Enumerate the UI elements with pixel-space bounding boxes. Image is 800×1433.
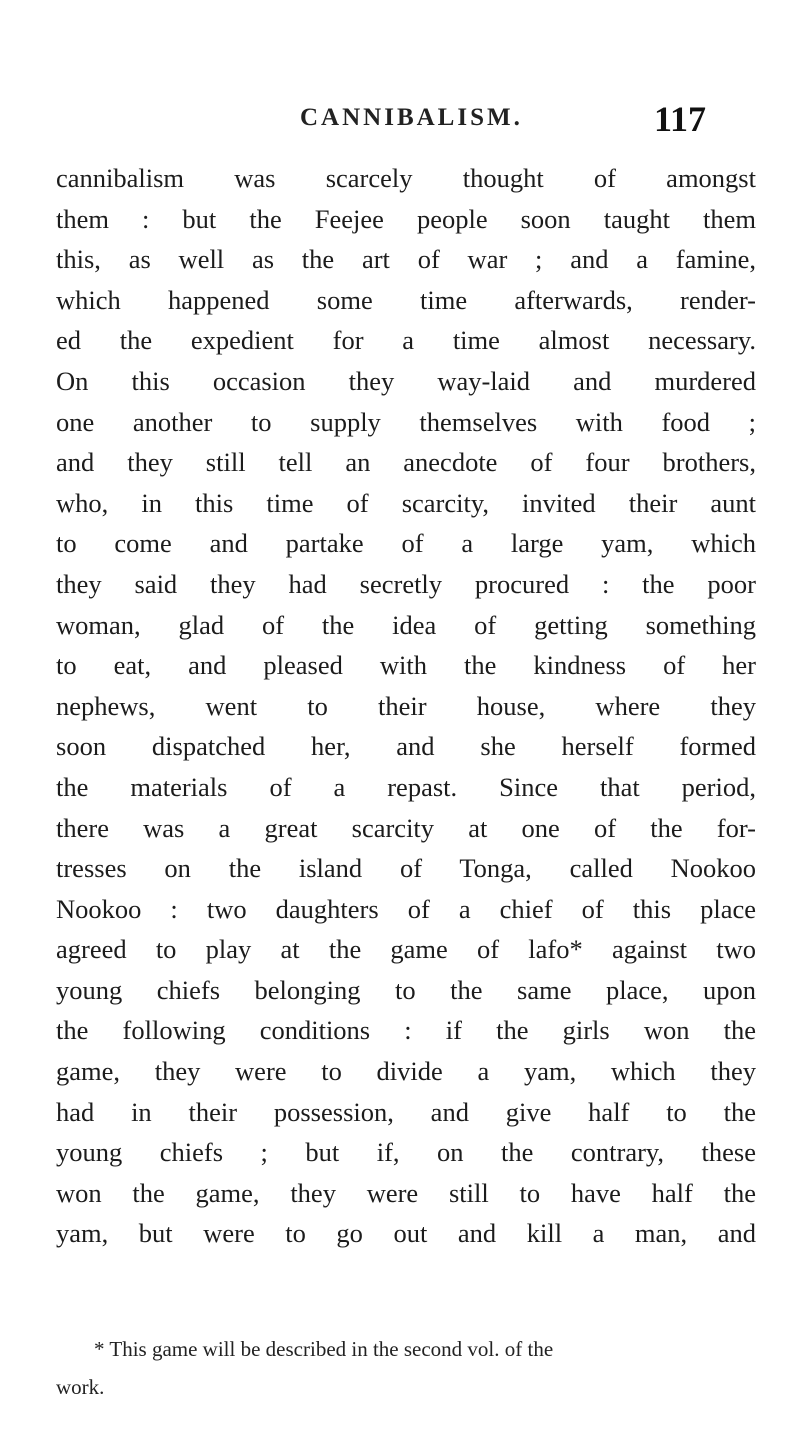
text-line: nephews, went to their house, where they xyxy=(56,690,756,721)
page-number: 117 xyxy=(654,99,707,139)
text-line: agreed to play at the game of lafo* against two xyxy=(56,934,756,965)
text-line: Nookoo : two daughters of a chief of this place xyxy=(56,893,756,924)
text-line: had in their possession, and give half to the xyxy=(56,1096,756,1127)
text-line: and they still tell an anecdote of four brothers, xyxy=(56,447,756,478)
text-line: this, as well as the art of war ; and a famine, xyxy=(56,244,756,275)
text-line: woman, glad of the idea of getting something xyxy=(56,609,756,640)
text-line: won the game, they were still to have half the xyxy=(56,1177,756,1208)
text-line: cannibalism was scarcely thought of amongst xyxy=(56,163,756,193)
text-line: they said they had secretly procured : the poor xyxy=(56,568,756,599)
text-line: there was a great scarcity at one of the for- xyxy=(56,812,756,843)
footnote-line: work. xyxy=(56,1375,105,1399)
text-line: one another to supply themselves with food ; xyxy=(56,406,756,437)
text-line: to eat, and pleased with the kindness of her xyxy=(56,650,756,681)
text-line: young chiefs belonging to the same place, upon xyxy=(56,974,756,1005)
text-line: On this occasion they way-laid and murdered xyxy=(56,365,756,396)
text-line: the materials of a repast. Since that period, xyxy=(56,771,756,802)
footnote xyxy=(56,1330,756,1406)
text-line: soon dispatched her, and she herself formed xyxy=(56,731,756,762)
text-line: yam, but were to go out and kill a man, and xyxy=(56,1218,756,1249)
text-line: to come and partake of a large yam, which xyxy=(56,528,756,559)
text-line: them : but the Feejee people soon taught them xyxy=(56,203,756,234)
text-line: game, they were to divide a yam, which they xyxy=(56,1056,756,1087)
text-line: the following conditions : if the girls won the xyxy=(56,1015,756,1046)
text-line: which happened some time afterwards, render- xyxy=(56,284,756,315)
text-line: young chiefs ; but if, on the contrary, these xyxy=(56,1137,756,1168)
text-line: tresses on the island of Tonga, called Nookoo xyxy=(56,853,756,884)
text-line: who, in this time of scarcity, invited their aunt xyxy=(56,487,756,518)
running-head xyxy=(0,99,800,144)
footnote-line: * This game will be described in the second vol. of the xyxy=(94,1337,554,1361)
text-line: ed the expedient for a time almost necessary. xyxy=(56,325,756,356)
body-text xyxy=(56,158,756,1254)
running-title: CANNIBALISM. xyxy=(300,104,523,131)
